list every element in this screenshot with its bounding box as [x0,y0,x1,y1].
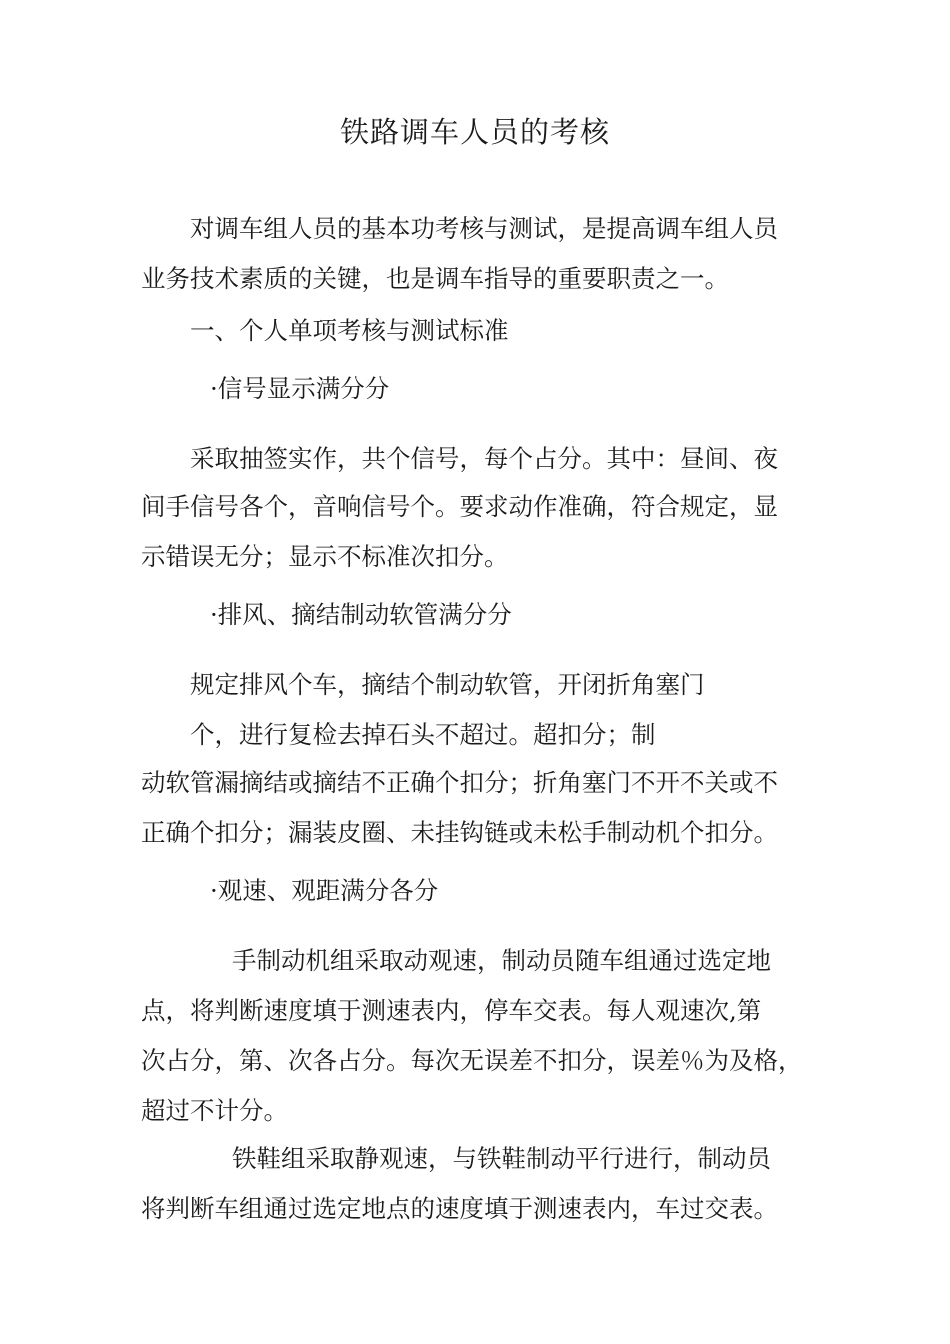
item-hose-line-2: 个，进行复检去掉石头不超过。超扣分；制 [190,720,656,749]
item-hose-line-1: 规定排风个车，摘结个制动软管，开闭折角塞门 [190,670,705,699]
item-speed-p1-line-2: 点，将判断速度填于测速表内，停车交表。每人观速次,第 [141,996,762,1025]
intro-line-2: 业务技术素质的关键，也是调车指导的重要职责之一。 [141,264,729,293]
item-hose-line-3: 动软管漏摘结或摘结不正确个扣分；折角塞门不开不关或不 [141,768,778,797]
document-title: 铁路调车人员的考核 [339,115,610,149]
item-signal-line-1: 采取抽签实作，共个信号，每个占分。其中：昼间、夜 [190,444,778,473]
item-speed-p1-line-1: 手制动机组采取动观速，制动员随车组通过选定地 [232,946,771,975]
item-speed-p2-line-2: 将判断车组通过选定地点的速度填于测速表内，车过交表。 [141,1194,778,1223]
item-speed-p1-line-3: 次占分，第、次各占分。每次无误差不扣分，误差％为及格， [141,1046,803,1075]
item-signal-line-2: 间手信号各个，音响信号个。要求动作准确，符合规定，显 [141,492,778,521]
item-signal-heading: ·信号显示满分分 [210,374,390,403]
item-hose-heading: ·排风、摘结制动软管满分分 [210,600,512,629]
item-hose-line-4: 正确个扣分；漏装皮圈、未挂钩链或未松手制动机个扣分。 [141,818,778,847]
item-speed-p2-line-1: 铁鞋组采取静观速，与铁鞋制动平行进行，制动员 [232,1144,771,1173]
item-speed-p1-line-4: 超过不计分。 [141,1096,288,1125]
item-signal-line-3: 示错误无分；显示不标准次扣分。 [141,542,509,571]
item-speed-heading: ·观速、观距满分各分 [210,876,439,905]
intro-line-1: 对调车组人员的基本功考核与测试，是提高调车组人员 [190,214,778,243]
section-heading: 一、个人单项考核与测试标准 [190,316,509,345]
